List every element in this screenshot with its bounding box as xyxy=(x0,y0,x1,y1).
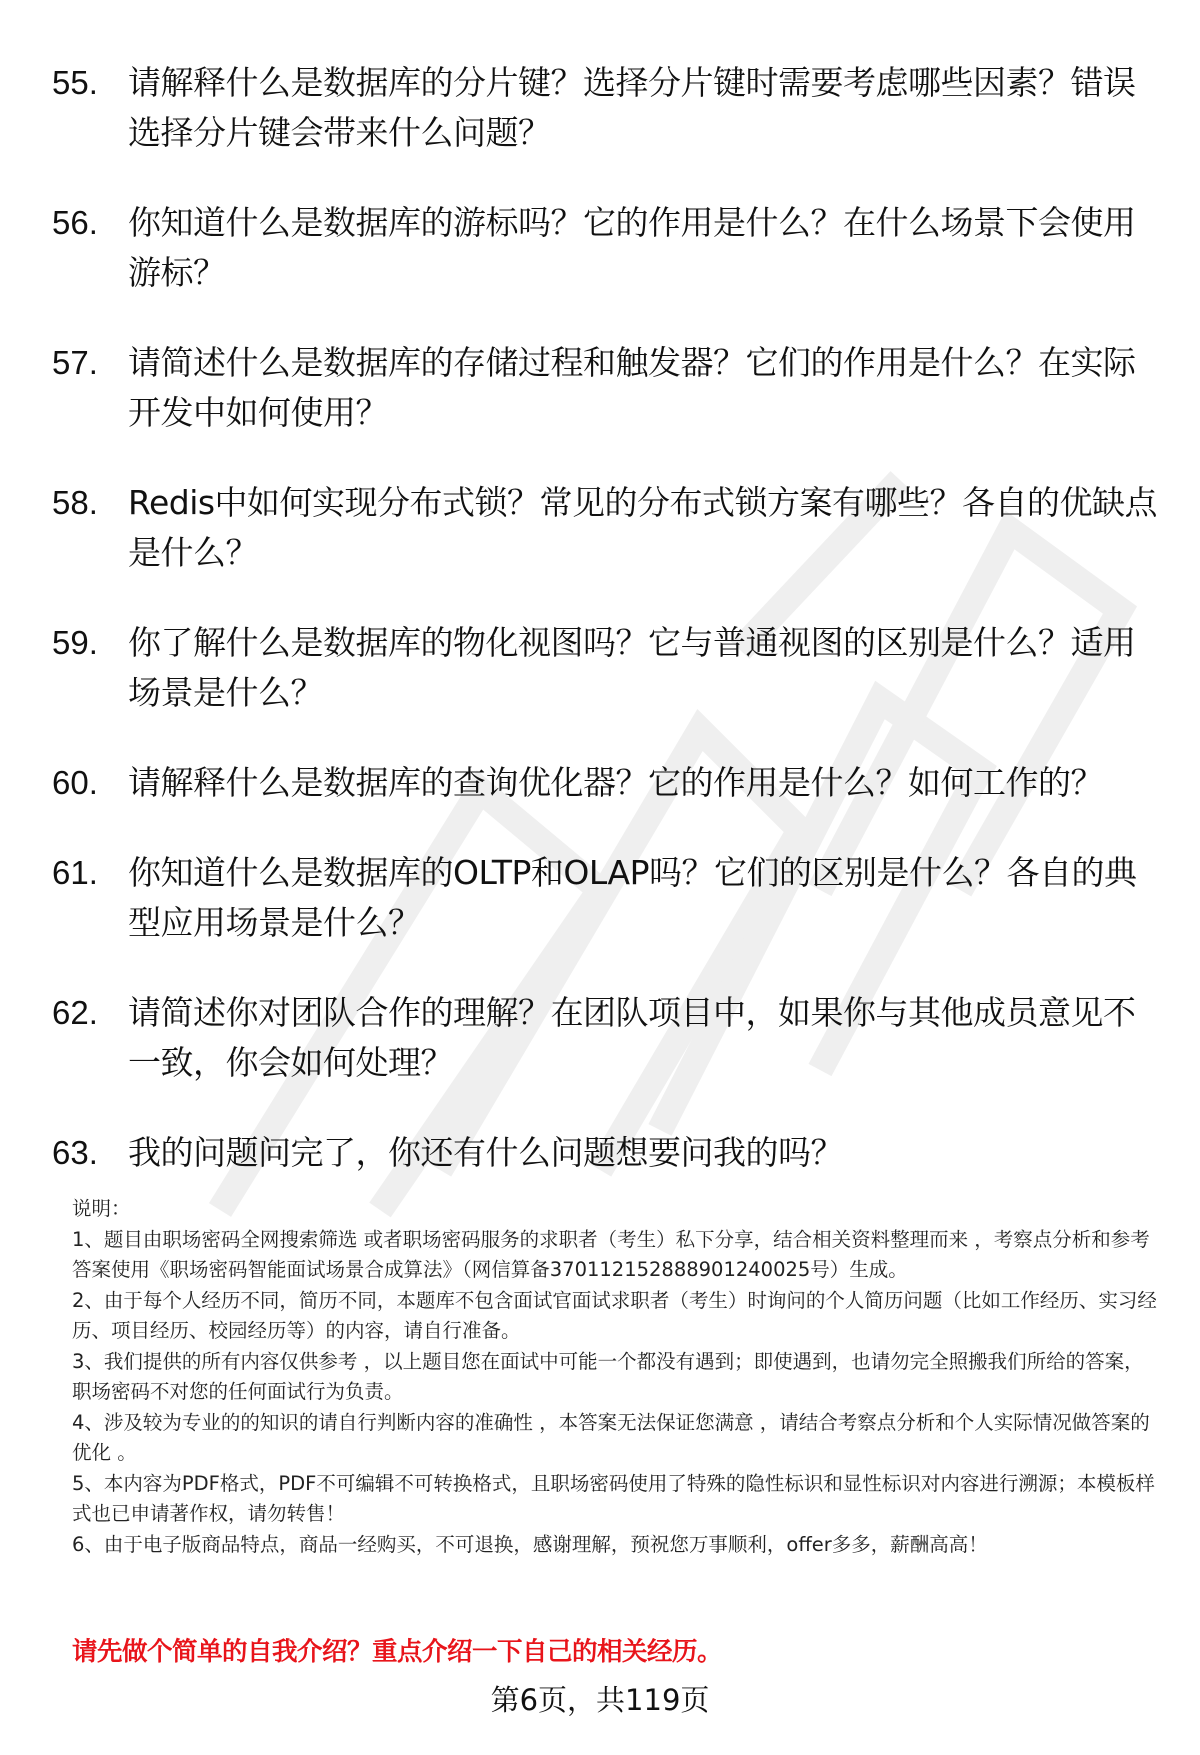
question-list xyxy=(52,58,1162,1218)
question-text: 请简述什么是数据库的存储过程和触发器？它们的作用是什么？在实际开发中如何使用？ xyxy=(128,343,1136,432)
question-number: 61. xyxy=(52,854,98,891)
question-item xyxy=(52,478,1162,578)
question-number: 63. xyxy=(52,1134,98,1171)
question-text: 你知道什么是数据库的游标吗？它的作用是什么？在什么场景下会使用游标？ xyxy=(128,203,1136,292)
question-text: 请简述你对团队合作的理解？在团队项目中，如果你与其他成员意见不一致，你会如何处理？ xyxy=(128,993,1136,1082)
question-number: 56. xyxy=(52,204,98,241)
note-item: 3、我们提供的所有内容仅供参考 ，以上题目您在面试中可能一个都没有遇到；即使遇到，也请勿完全照搬我们所给的答案，职场密码不对您的任何面试行为负责。 xyxy=(72,1349,1144,1403)
question-item xyxy=(52,618,1162,718)
question-number: 57. xyxy=(52,344,98,381)
question-item xyxy=(52,988,1162,1088)
question-text: 你知道什么是数据库的OLTP和OLAP吗？它们的区别是什么？各自的典型应用场景是什么？ xyxy=(128,853,1137,942)
question-number: 55. xyxy=(52,64,98,101)
notes-title: 说明： xyxy=(72,1197,131,1220)
question-text: 我的问题问完了，你还有什么问题想要问我的吗？ xyxy=(128,1133,843,1172)
question-item xyxy=(52,338,1162,438)
question-item xyxy=(52,1128,1162,1178)
note-item: 5、本内容为PDF格式，PDF不可编辑不可转换格式，且职场密码使用了特殊的隐性标识和显性标识对内容进行溯源；本模板样式也已申请著作权，请勿转售！ xyxy=(72,1471,1155,1525)
question-item xyxy=(52,198,1162,298)
notes-section xyxy=(72,1194,1162,1560)
question-text: Redis中如何实现分布式锁？常见的分布式锁方案有哪些？各自的优缺点是什么？ xyxy=(128,483,1158,572)
highlight-prompt: 请先做个简单的自我介绍？重点介绍一下自己的相关经历。 xyxy=(72,1637,723,1667)
question-text: 请解释什么是数据库的查询优化器？它的作用是什么？如何工作的？ xyxy=(128,763,1103,802)
note-item: 1、题目由职场密码全网搜索筛选 或者职场密码服务的求职者（考生）私下分享，结合相关资料整理而来 ，考察点分析和参考答案使用《职场密码智能面试场景合成算法》（网信算备370112152888901240025号）生成。 xyxy=(72,1227,1150,1281)
question-item xyxy=(52,848,1162,948)
question-text: 请解释什么是数据库的分片键？选择分片键时需要考虑哪些因素？错误选择分片键会带来什么问题？ xyxy=(128,63,1136,152)
question-number: 59. xyxy=(52,624,98,661)
question-item xyxy=(52,758,1162,808)
question-number: 62. xyxy=(52,994,98,1031)
question-number: 60. xyxy=(52,764,98,801)
question-text: 你了解什么是数据库的物化视图吗？它与普通视图的区别是什么？适用场景是什么？ xyxy=(128,623,1136,712)
note-item: 6、由于电子版商品特点，商品一经购买，不可退换，感谢理解，预祝您万事顺利，offer多多，薪酬高高！ xyxy=(72,1532,988,1556)
page-indicator: 第6页，共119页 xyxy=(490,1683,710,1717)
question-number: 58. xyxy=(52,484,98,521)
note-item: 4、涉及较为专业的的知识的请自行判断内容的准确性 ，本答案无法保证您满意 ，请结合考察点分析和个人实际情况做答案的优化 。 xyxy=(72,1410,1150,1464)
question-item xyxy=(52,58,1162,158)
note-item: 2、由于每个人经历不同，简历不同，本题库不包含面试官面试求职者（考生）时询问的个人简历问题（比如工作经历、实习经历、项目经历、校园经历等）的内容，请自行准备。 xyxy=(72,1288,1157,1342)
